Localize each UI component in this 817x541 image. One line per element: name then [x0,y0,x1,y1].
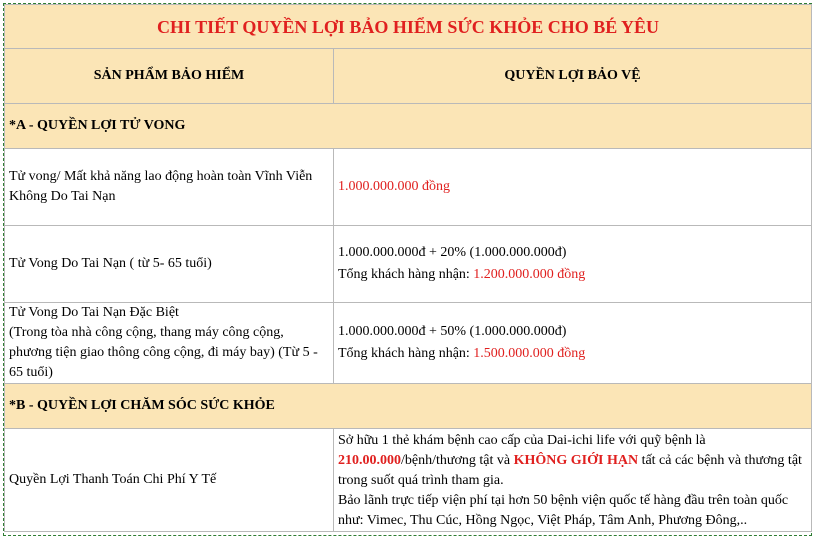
product-cell [5,303,334,384]
benefit-text: /bệnh/thương tật và [401,453,514,468]
table-row [5,429,812,532]
table-row [5,303,812,384]
column-header-product: SẢN PHẨM BẢO HIỂM [5,49,334,104]
hospital-guarantee: Bảo lãnh trực tiếp viện phí tại hơn 50 bệnh viện quốc tế hàng đầu trên toàn quốc như: Vimec, Thu Cúc, Hồng Ngọc, Việt Pháp, Tâm Anh, Phương Đông,.. [338,493,789,528]
product-cell: Tử vong/ Mất khả năng lao động hoàn toàn Vĩnh Viễn Không Do Tai Nạn [5,149,334,226]
benefit-formula: 1.000.000.000đ + 20% (1.000.000.000đ) [338,245,567,260]
benefit-total [338,264,807,286]
fund-amount: 210.00.000 [338,453,401,468]
benefit-total [338,343,807,365]
benefit-cell [334,303,812,384]
total-value: 1.200.000.000 đồng [473,267,586,282]
benefit-cell: 1.000.000.000 đồng [334,149,812,226]
product-note: (Trong tòa nhà công cộng, thang máy công cộng, phương tiện giao thông công cộng, đi máy bay) (Từ 5 - 65 tuổi) [9,325,318,380]
table-row [5,149,812,226]
benefit-text: tất cả các bệnh và thương tật trong suốt quá trình tham gia. [338,453,802,488]
benefit-cell [334,429,812,532]
column-header-row [5,49,812,104]
section-a-row [5,104,812,149]
benefit-card-description [338,431,807,491]
table-row [5,226,812,303]
section-b-row [5,384,812,429]
total-label: Tổng khách hàng nhận: [338,346,474,361]
table-title: CHI TIẾT QUYỀN LỢI BẢO HIỂM SỨC KHỎE CHO BÉ YÊU [5,5,812,49]
product-cell: Tử Vong Do Tai Nạn ( từ 5- 65 tuổi) [5,226,334,303]
benefit-cell [334,226,812,303]
section-a-heading: *A - QUYỀN LỢI TỬ VONG [5,104,812,149]
column-header-benefit: QUYỀN LỢI BẢO VỆ [334,49,812,104]
product-title: Tử Vong Do Tai Nạn Đặc Biệt [9,305,179,320]
benefit-text: Sở hữu 1 thẻ khám bệnh cao cấp của Dai-ichi life với quỹ bệnh là [338,433,706,448]
total-value: 1.500.000.000 đồng [473,346,586,361]
total-label: Tổng khách hàng nhận: [338,267,474,282]
section-b-heading: *B - QUYỀN LỢI CHĂM SÓC SỨC KHỎE [5,384,812,429]
unlimited-label: KHÔNG GIỚI HẠN [513,453,639,468]
title-row [5,5,812,49]
product-cell: Quyền Lợi Thanh Toán Chi Phí Y Tế [5,429,334,532]
benefit-formula: 1.000.000.000đ + 50% (1.000.000.000đ) [338,324,567,339]
benefits-table [4,4,812,532]
